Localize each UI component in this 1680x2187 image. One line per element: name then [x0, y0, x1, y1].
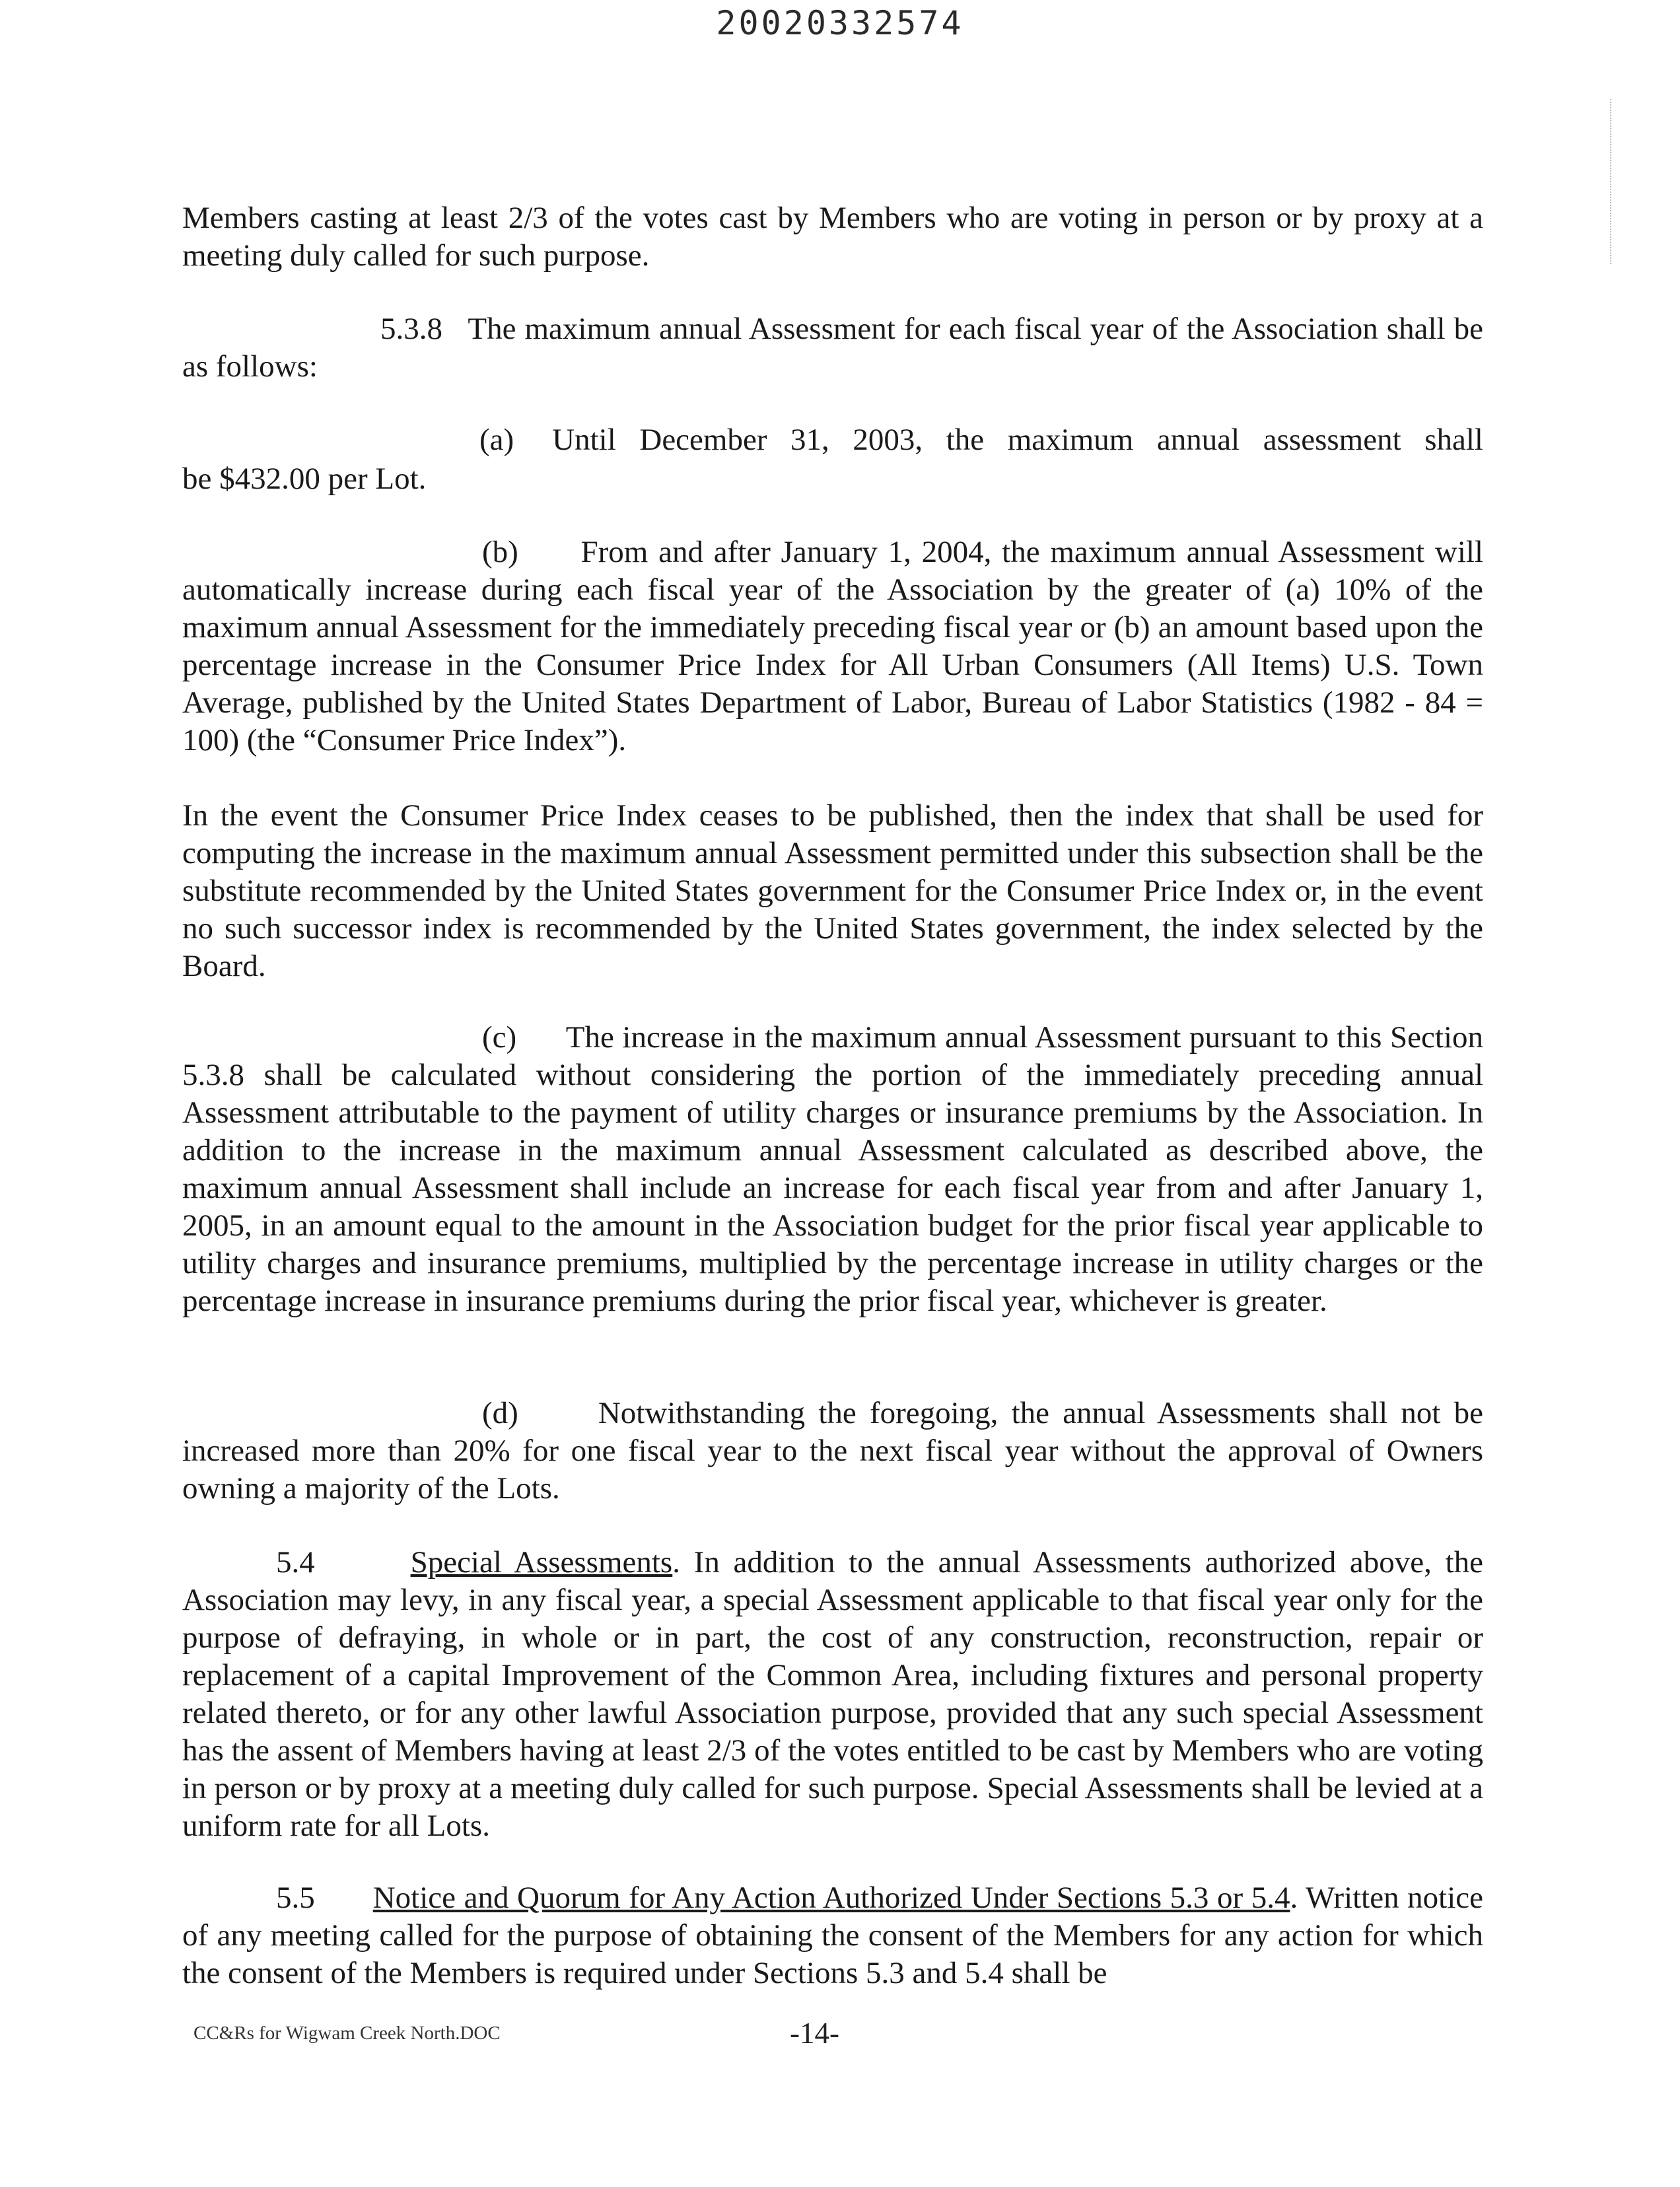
page-number: -14-	[790, 2017, 839, 2050]
section-text: . Written notice of any meeting called for the purpose of obtaining the consent of the Members for any action for which the consent of the Members is required under Sections 5.3 and 5.4 shall be	[182, 1881, 1484, 1990]
section-5-5	[182, 1879, 1483, 1992]
subsection-text: The increase in the maximum annual Assessment pursuant to this Section 5.3.8 shall be calculated without considering the portion of the immediately preceding annual Assessment attributable to the payment of utility charges or insurance premiums by the Association. In addition to the increase in the maximum annual Assessment calculated as described above, the maximum annual Assessment shall include an increase for each fiscal year from and after January 1, 2005, in an amount equal to the amount in the Association budget for the prior fiscal year applicable to utility charges and insurance premiums, multiplied by the percentage increase in utility charges or the percentage increase in insurance premiums during the prior fiscal year, whichever is greater.	[182, 1020, 1484, 1318]
section-number: 5.5	[276, 1881, 315, 1915]
subsection-text: Notwithstanding the foregoing, the annual Assessments shall not be increased more than 20% for one fiscal year to the next fiscal year without the approval of Owners owning a majority of the Lots.	[182, 1396, 1483, 1506]
subsection-text: From and after January 1, 2004, the maximum annual Assessment will automatically increase during each fiscal year of the Association by the greater of (a) 10% of the maximum annual Assessment for the immediately preceding fiscal year or (b) an amount based upon the percentage increase in the Consumer Price Index for All Urban Consumers (All Items) U.S. Town Average, published by the United States Department of Labor, Bureau of Labor Statistics (1982 - 84 = 100) (the “Consumer Price Index”).	[182, 535, 1484, 757]
section-title: Notice and Quorum for Any Action Authorized Under Sections 5.3 or 5.4	[372, 1881, 1290, 1915]
subsection-text: Until December 31, 2003, the maximum annual assessment shall	[552, 423, 1483, 457]
paragraph-continuation	[182, 199, 1483, 275]
section-number: 5.3.8	[380, 312, 442, 346]
section-text: The maximum annual Assessment for each fiscal year of the Association shall be as follows:	[182, 312, 1484, 384]
cpi-paragraph	[182, 797, 1483, 985]
subsection-b	[182, 534, 1483, 759]
footer-filename: CC&Rs for Wigwam Creek North.DOC	[193, 2023, 501, 2044]
section-5-4	[182, 1544, 1483, 1845]
subsection-label: (b)	[482, 535, 518, 569]
section-text: . In addition to the annual Assessments authorized above, the Association may levy, in any fiscal year, a special Assessment applicable to that fiscal year only for the purpose of defraying, in whole or in part, the cost of any construction, reconstruction, repair or replacement of a capital Improvement of the Common Area, including fixtures and personal property related thereto, or for any other lawful Association purpose, provided that any such special Assessment has the assent of Members having at least 2/3 of the votes entitled to be cast by Members who are voting in person or by proxy at a meeting duly called for such purpose. Special Assessments shall be levied at a uniform rate for all Lots.	[182, 1545, 1483, 1843]
subsection-d	[182, 1395, 1483, 1508]
subsection-label: (a)	[479, 423, 514, 457]
paragraph-text: In the event the Consumer Price Index ceases to be published, then the index that shall be used for computing the increase in the maximum annual Assessment permitted under this subsection shall be the substitute recommended by the United States government for the Consumer Price Index or, in the event no such successor index is recommended by the United States government, the index selected by the Board.	[182, 798, 1483, 983]
scan-margin-marks	[1610, 99, 1615, 264]
subsection-label: (d)	[482, 1396, 518, 1430]
section-title: Special Assessments	[410, 1545, 673, 1580]
subsection-a-line	[479, 421, 1483, 459]
subsection-a-continuation: be $432.00 per Lot.	[182, 462, 427, 496]
subsection-label: (c)	[482, 1020, 517, 1055]
subsection-c	[182, 1019, 1483, 1320]
paragraph-text: Members casting at least 2/3 of the votes cast by Members who are voting in person or by proxy at a meeting duly called for such purpose.	[182, 201, 1483, 273]
section-number: 5.4	[276, 1545, 315, 1580]
document-number: 20020332574	[716, 4, 964, 42]
section-5-3-8	[182, 310, 1483, 386]
